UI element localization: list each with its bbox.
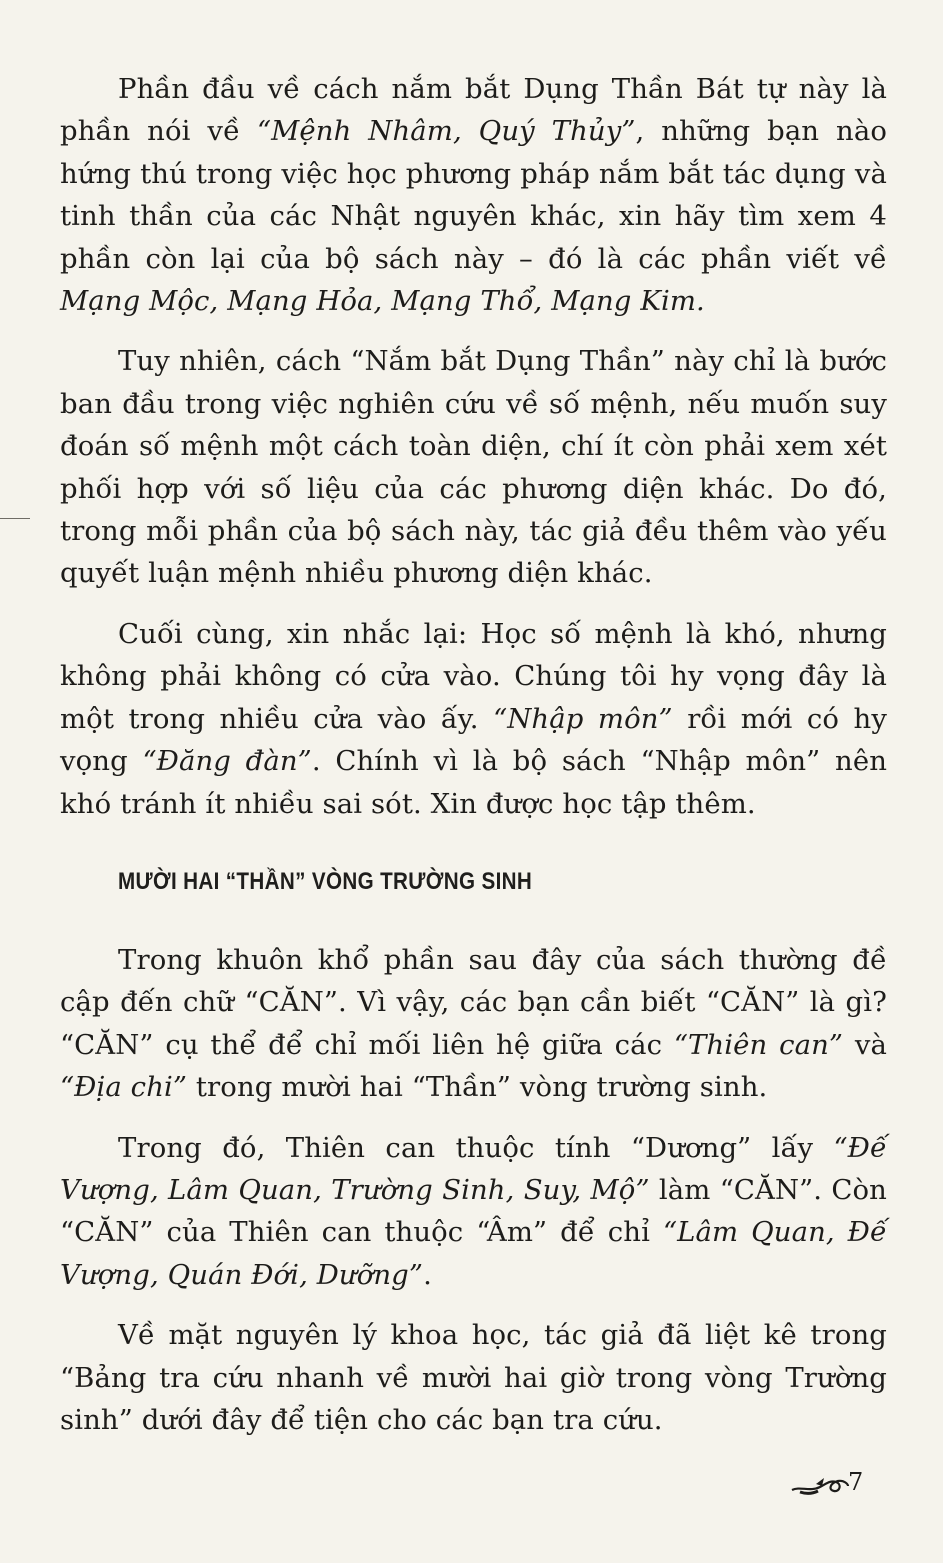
paragraph — [60, 68, 887, 322]
page-number: 7 — [848, 1468, 864, 1496]
text-run: trong mười hai “Thần” vòng trường sinh. — [187, 1071, 768, 1104]
emphasized-text: “Thiên can” — [673, 1028, 844, 1061]
emphasized-text: “Mệnh Nhâm, Quý Thủy” — [256, 115, 636, 148]
text-run: và — [843, 1028, 887, 1061]
paragraph — [60, 340, 887, 594]
intro-section — [60, 68, 887, 825]
twelve-gods-section — [60, 939, 887, 1441]
text-run: Tuy nhiên, cách “Nắm bắt Dụng Thần” này chỉ là bước ban đầu trong việc nghiên cứu về số mệnh, nếu muốn suy đoán số mệnh một cách toàn diện, chí ít còn phải xem xét phối hợp với số liệu của các phương diện khác. Do đó, trong mỗi phần của bộ sách này, tác giả đều thêm vào yếu quyết luận mệnh nhiều phương diện khác. — [60, 345, 887, 590]
emphasized-text: “Đế Vượng, Lâm Quan, Trường Sinh, Suy, Mộ” — [60, 1131, 887, 1206]
paragraph — [60, 613, 887, 825]
scroll-ornament-icon — [790, 1472, 850, 1498]
emphasized-text: “Nhập môn” — [493, 702, 673, 735]
text-run: . — [423, 1258, 432, 1291]
page-footer — [790, 1468, 890, 1508]
text-run: , những bạn nào hứng thú trong việc học phương pháp nắm bắt tác dụng và tinh thần của các Nhật nguyên khác, xin hãy tìm xem 4 phần còn lại của bộ sách này – đó là các phần viết về — [60, 115, 887, 275]
paragraph — [60, 939, 887, 1109]
emphasized-text: Mạng Mộc, Mạng Hỏa, Mạng Thổ, Mạng Kim. — [60, 285, 705, 318]
page-body — [60, 68, 887, 1459]
emphasized-text: “Đăng đàn” — [142, 745, 312, 778]
text-run: làm “CĂN”. Còn “CĂN” của Thiên can thuộc “Âm” để chỉ — [60, 1173, 887, 1249]
margin-mark — [0, 518, 30, 519]
text-run: Trong khuôn khổ phần sau đây của sách thường đề cập đến chữ “CĂN”. Vì vậy, các bạn cần biết “CĂN” là gì? “CĂN” cụ thể để chỉ mối liên hệ giữa các — [60, 943, 887, 1061]
text-run: Về mặt nguyên lý khoa học, tác giả đã liệt kê trong “Bảng tra cứu nhanh về mười hai giờ trong vòng Trường sinh” dưới đây để tiện cho các bạn tra cứu. — [60, 1319, 887, 1436]
emphasized-text: “Lâm Quan, Đế Vượng, Quán Đới, Dưỡng” — [60, 1216, 887, 1291]
section-heading: MƯỜI HAI “THẦN” VÒNG TRƯỜNG SINH — [118, 867, 533, 895]
emphasized-text: “Địa chi” — [60, 1071, 188, 1104]
text-run: . Chính vì là bộ sách “Nhập môn” nên khó tránh ít nhiều sai sót. Xin được học tập thêm. — [60, 745, 888, 820]
paragraph — [60, 1314, 887, 1441]
text-run: rồi mới có hy vọng — [60, 702, 888, 778]
text-run: Cuối cùng, xin nhắc lại: Học số mệnh là khó, nhưng không phải không có cửa vào. Chúng tôi hy vọng đây là một trong nhiều cửa vào ấy. — [60, 617, 887, 735]
paragraph — [60, 1127, 887, 1297]
text-run: Phần đầu về cách nắm bắt Dụng Thần Bát tự này là phần nói về — [60, 73, 887, 148]
text-run: Trong đó, Thiên can thuộc tính “Dương” lấy — [118, 1131, 834, 1164]
